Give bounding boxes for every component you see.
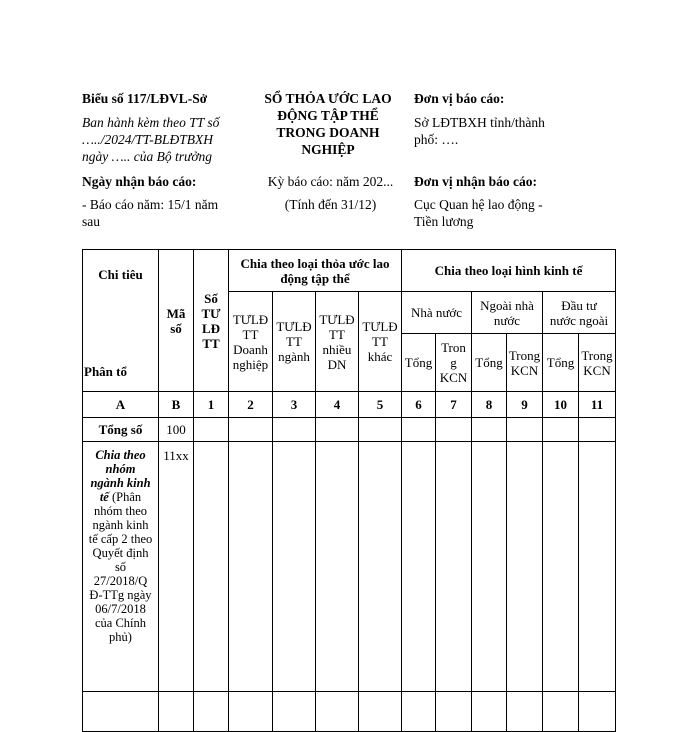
header-tong: Tổng xyxy=(543,334,579,392)
form-number: Biểu số 117/LĐVL-Sở xyxy=(82,91,208,106)
header-tuldtt-nganh: TƯLĐ TT ngành xyxy=(273,292,316,392)
header-tong: Tổng xyxy=(472,334,507,392)
receiving-unit-line-2: Tiền lương xyxy=(414,214,474,229)
table-row-next xyxy=(83,692,616,732)
header-dau-tu-nuoc-ngoai: Đầu tư nước ngoài xyxy=(543,292,616,334)
receive-date-line-2: sau xyxy=(82,214,100,229)
industry-group-code: 11xx xyxy=(159,442,194,692)
col-code: 1 xyxy=(194,392,229,418)
total-label: Tổng số xyxy=(83,418,159,442)
issued-by-line-1: Ban hành kèm theo TT số xyxy=(82,115,220,130)
header-nha-nuoc: Nhà nước xyxy=(402,292,472,334)
col-code: 7 xyxy=(436,392,472,418)
reporting-unit-line-1: Sở LĐTBXH tỉnh/thành xyxy=(414,115,545,130)
col-code: 11 xyxy=(579,392,616,418)
col-code: 6 xyxy=(402,392,436,418)
header-trong-kcn: Trong KCN xyxy=(507,334,543,392)
header-group-agreement-type: Chia theo loại thỏa ước lao động tập thể xyxy=(229,250,402,292)
reporting-unit-label: Đơn vị báo cáo: xyxy=(414,91,505,106)
header-tong: Tổng xyxy=(402,334,436,392)
receiving-unit-line-1: Cục Quan hệ lao động - xyxy=(414,197,543,212)
header-tuldtt-khac: TƯLĐ TT khác xyxy=(359,292,402,392)
header-group-economic-type: Chia theo loại hình kinh tế xyxy=(402,250,616,292)
header-tuldtt-doanh-nghiep: TƯLĐ TT Doanh nghiệp xyxy=(229,292,273,392)
receive-date-label: Ngày nhận báo cáo: xyxy=(82,174,197,189)
col-code: 5 xyxy=(359,392,402,418)
industry-group-label: Chia theo nhóm ngành kinh tế (Phân nhóm theo ngành kinh tế cấp 2 theo Quyết định số 27/2018/Q Đ-TTg ngày 06/7/2018 của Chính phủ) xyxy=(83,442,159,692)
column-code-row xyxy=(83,392,616,418)
header-ma-so: Mã số xyxy=(159,250,194,392)
total-code: 100 xyxy=(159,418,194,442)
header-trong-kcn: Trong KCN xyxy=(579,334,616,392)
receive-date-line-1: - Báo cáo năm: 15/1 năm xyxy=(82,197,219,212)
col-code: 3 xyxy=(273,392,316,418)
header-ngoai-nha-nuoc: Ngoài nhà nước xyxy=(472,292,543,334)
issued-by-line-2: …../2024/TT-BLĐTBXH xyxy=(82,132,214,147)
header-trong-kcn: Tron g KCN xyxy=(436,334,472,392)
col-code: 2 xyxy=(229,392,273,418)
col-code: B xyxy=(159,392,194,418)
issued-by-line-3: ngày ….. của Bộ trưởng xyxy=(82,149,213,164)
report-table xyxy=(82,249,616,732)
report-period-note: (Tính đến 31/12) xyxy=(284,197,377,212)
col-code: 10 xyxy=(543,392,579,418)
col-code: 8 xyxy=(472,392,507,418)
receiving-unit-label: Đơn vị nhận báo cáo: xyxy=(414,174,538,189)
report-title: SỔ THỎA ƯỚC LAO ĐỘNG TẬP THỂ TRONG DOANH NGHIỆP xyxy=(264,91,392,157)
col-code: 9 xyxy=(507,392,543,418)
table-row-industry-group xyxy=(83,442,616,692)
header-tuldtt-nhieu-dn: TƯLĐ TT nhiều DN xyxy=(316,292,359,392)
col-code: 4 xyxy=(316,392,359,418)
report-period: Kỳ báo cáo: năm 202... xyxy=(267,174,394,189)
chi-tieu-label: Chi tiêu xyxy=(98,267,143,282)
header-so-tu: Số TƯ LĐ TT xyxy=(194,250,229,392)
table-row-total xyxy=(83,418,616,442)
col-code: A xyxy=(83,392,159,418)
reporting-unit-line-2: phố: …. xyxy=(414,132,459,147)
header-chi-tieu-phan-to xyxy=(83,250,159,392)
phan-to-label: Phân tổ xyxy=(84,364,127,379)
